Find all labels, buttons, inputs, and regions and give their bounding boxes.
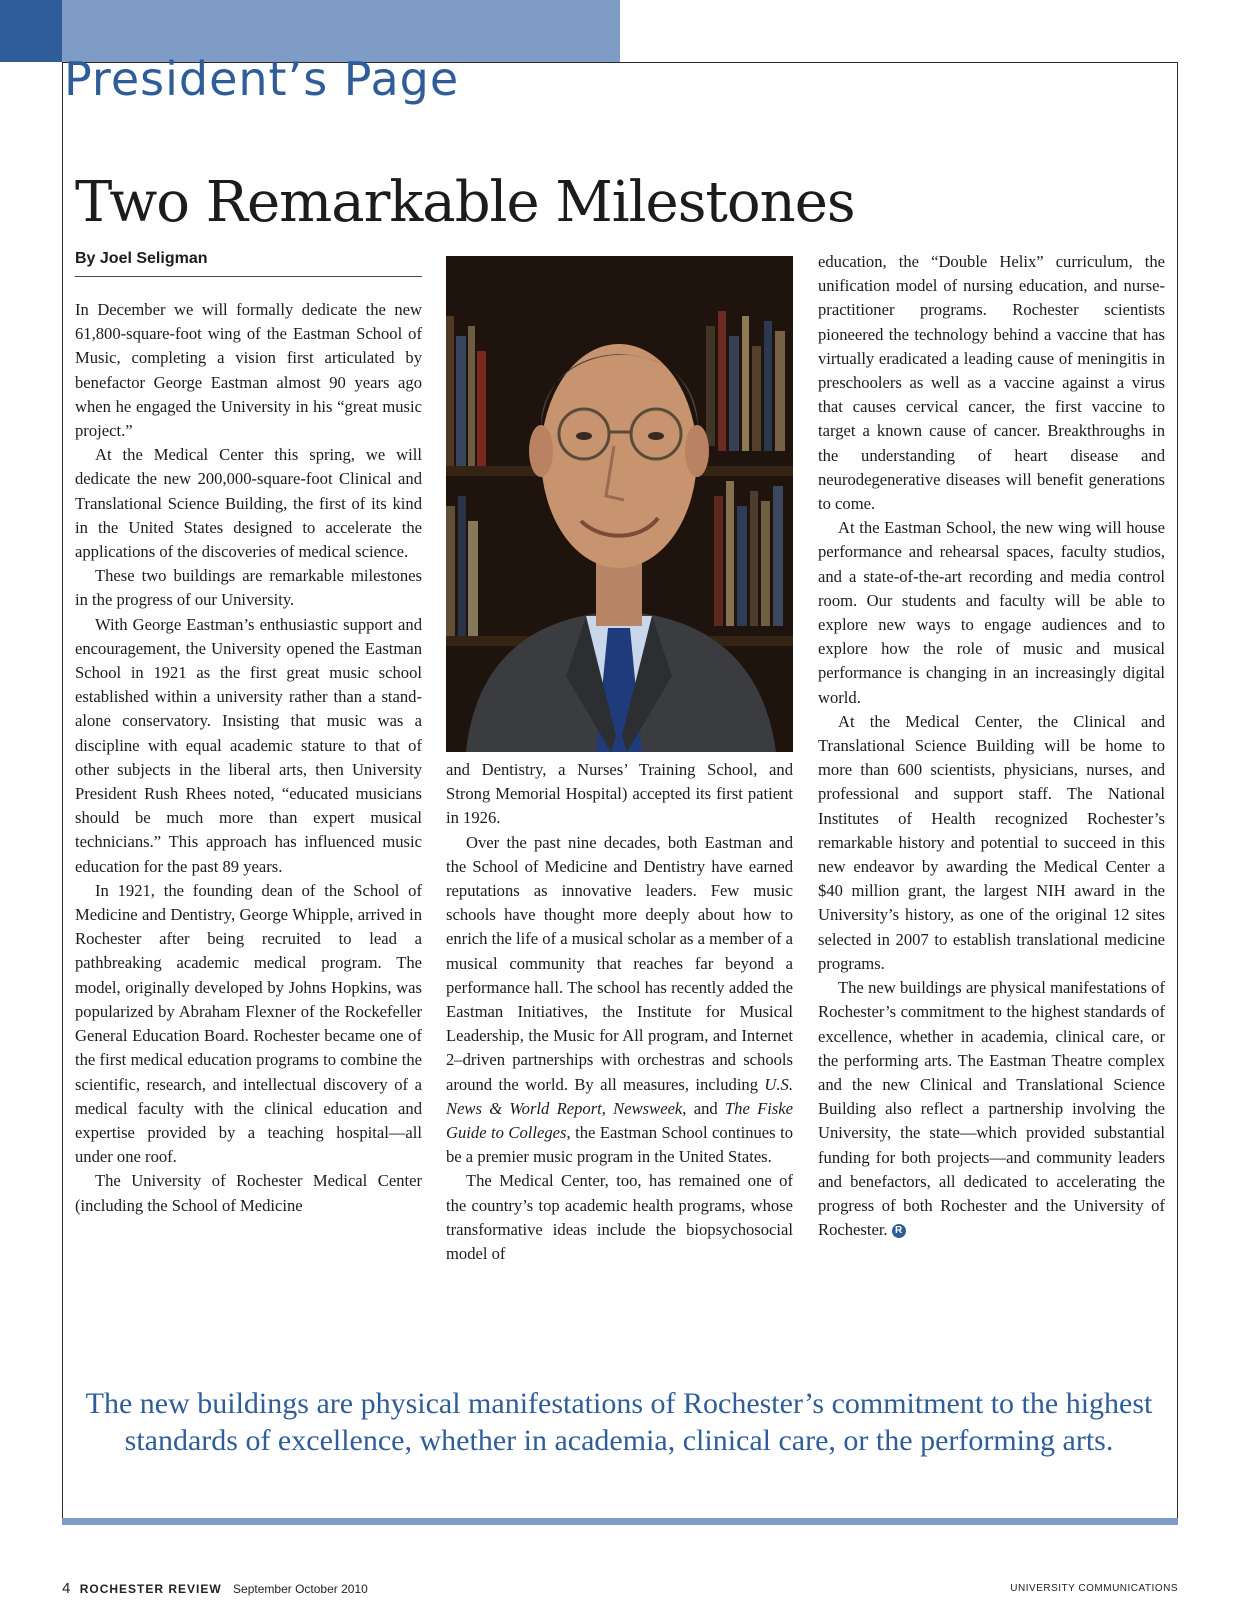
paragraph: education, the “Double Helix” curriculum, the unification model of nursing education, and nurse-practitioner programs. Rochester scientists pioneered the technology behind a vaccine that has virtually eradicated a leading cause of meningitis in preschoolers as well as a vaccine against a virus that causes cervical cancer, the first vaccine to target a known cause of cancer. Breakthroughs in the understanding of heart disease and neurodegenerative diseases will benefit generations to come. xyxy=(818,252,1165,514)
paragraph: The University of Rochester Medical Center (including the School of Medicine xyxy=(75,1171,422,1215)
publication-name: The Fiske Guide to Colleges xyxy=(446,1098,794,1143)
publication-name: Newsweek xyxy=(613,1098,683,1118)
president-portrait xyxy=(446,256,793,752)
frame-bottom-bar xyxy=(62,1518,1178,1525)
page-number: 4 xyxy=(62,1580,71,1597)
photo-credit: UNIVERSITY COMMUNICATIONS xyxy=(1010,1583,1178,1594)
paragraph xyxy=(446,831,793,1170)
article-title: Two Remarkable Milestones xyxy=(75,170,855,235)
paragraph: In December we will formally dedicate the new 61,800-square-foot wing of the Eastman School of Music, completing a vision first articulated by benefactor George Eastman almost 90 years ago when he engaged the University in his “great music project.” xyxy=(75,300,422,441)
paragraph: and Dentistry, a Nurses’ Training School, and Strong Memorial Hospital) accepted its first patient in 1926. xyxy=(446,760,793,828)
publication-name: U.S. News & World Report xyxy=(446,1074,793,1118)
paragraph: At the Medical Center, the Clinical and Translational Science Building will be home to more than 600 scientists, physicians, nurses, and professional and support staff. The National Institutes of Health recognized Rochester’s remarkable history and potential to succeed in this new endeavor by awarding the Medical Center a $40 million grant, the largest NIH award in the University’s history, as one of the original 12 sites selected in 2007 to establish translational medicine programs. xyxy=(818,711,1165,973)
pull-quote: The new buildings are physical manifestations of Rochester’s commitment to the highest standards of excellence, whether in academia, clinical care, or the performing arts. xyxy=(85,1387,1153,1457)
end-mark-icon: R xyxy=(892,1224,906,1238)
paragraph-text: , the Eastman School continues to be a premier music program in the United States. xyxy=(446,1123,794,1167)
column-2 xyxy=(446,758,793,1266)
paragraph xyxy=(818,976,1165,1242)
paragraph-text: The new buildings are physical manifestations of Rochester’s commitment to the highest standards of excellence, whether in academia, clinical care, or the performing arts. The Eastman Theatre complex and the new Clinical and Translational Science Building also reflect a partnership involving the University, the state—which provided substantial funding for both projects—and community leaders and benefactors, all dedicated to accelerating the progress of both Rochester and the University of Rochester. xyxy=(818,978,1165,1240)
paragraph: In 1921, the founding dean of the School of Medicine and Dentistry, George Whipple, arrived in Rochester after being recruited to lead a pathbreaking academic medical program. The model, originally developed by Johns Hopkins, was popularized by Abraham Flexner of the Rockefeller General Education Board. Rochester became one of the first medical education programs to combine the scientific, research, and intellectual discovery of a medical faculty with the clinical education and expertise provided by a teaching hospital—all under one roof. xyxy=(75,880,422,1167)
paragraph: These two buildings are remarkable milestones in the progress of our University. xyxy=(75,566,422,610)
column-3 xyxy=(818,250,1165,1242)
byline: By Joel Seligman xyxy=(75,250,422,277)
paragraph-text: Over the past nine decades, both Eastman and the School of Medicine and Dentistry have earned reputations as innovative leaders. Few music schools have thought more deeply about how to enrich the life of a musical scholar as a member of a musical community that reaches far beyond a performance hall. The school has recently added the Eastman Initiatives, the Institute for Musical Leadership, the Music for All program, and Internet 2–driven partnerships with orchestras and schools around the world. By all measures, including xyxy=(446,832,793,1094)
paragraph: At the Eastman School, the new wing will house performance and rehearsal spaces, faculty studios, and a state-of-the-art recording and media control room. Our students and faculty will be able to explore new ways to engage audiences and to explore how the role of music and musical performance is changing in an increasingly digital world. xyxy=(818,518,1165,707)
paragraph: The Medical Center, too, has remained one of the country’s top academic health programs, whose transformative ideas include the biopsychosocial model of xyxy=(446,1171,793,1264)
column-1 xyxy=(75,298,422,1218)
separator: , xyxy=(601,1098,614,1118)
section-title: President’s Page xyxy=(64,52,460,106)
separator: , and xyxy=(682,1098,725,1118)
issue-date: September October 2010 xyxy=(233,1582,368,1596)
magazine-name: ROCHESTER REVIEW xyxy=(79,1582,222,1596)
paragraph: At the Medical Center this spring, we will dedicate the new 200,000-square-foot Clinical and Translational Science Building, the first of its kind in the United States designed to accelerate the applications of the discoveries of medical science. xyxy=(75,445,422,562)
folio xyxy=(62,1580,368,1597)
paragraph: With George Eastman’s enthusiastic support and encouragement, the University opened the Eastman School in 1921 as the first great music school established within a university rather than a stand-alone conservatory. Insisting that music was a discipline with equal academic stature to that of other subjects in the liberal arts, then University President Rush Rhees noted, “educated musicians should be much more than expert musical technicians.” This approach has influenced music education for the past 89 years. xyxy=(75,614,422,876)
header-tab-dark xyxy=(0,0,62,62)
